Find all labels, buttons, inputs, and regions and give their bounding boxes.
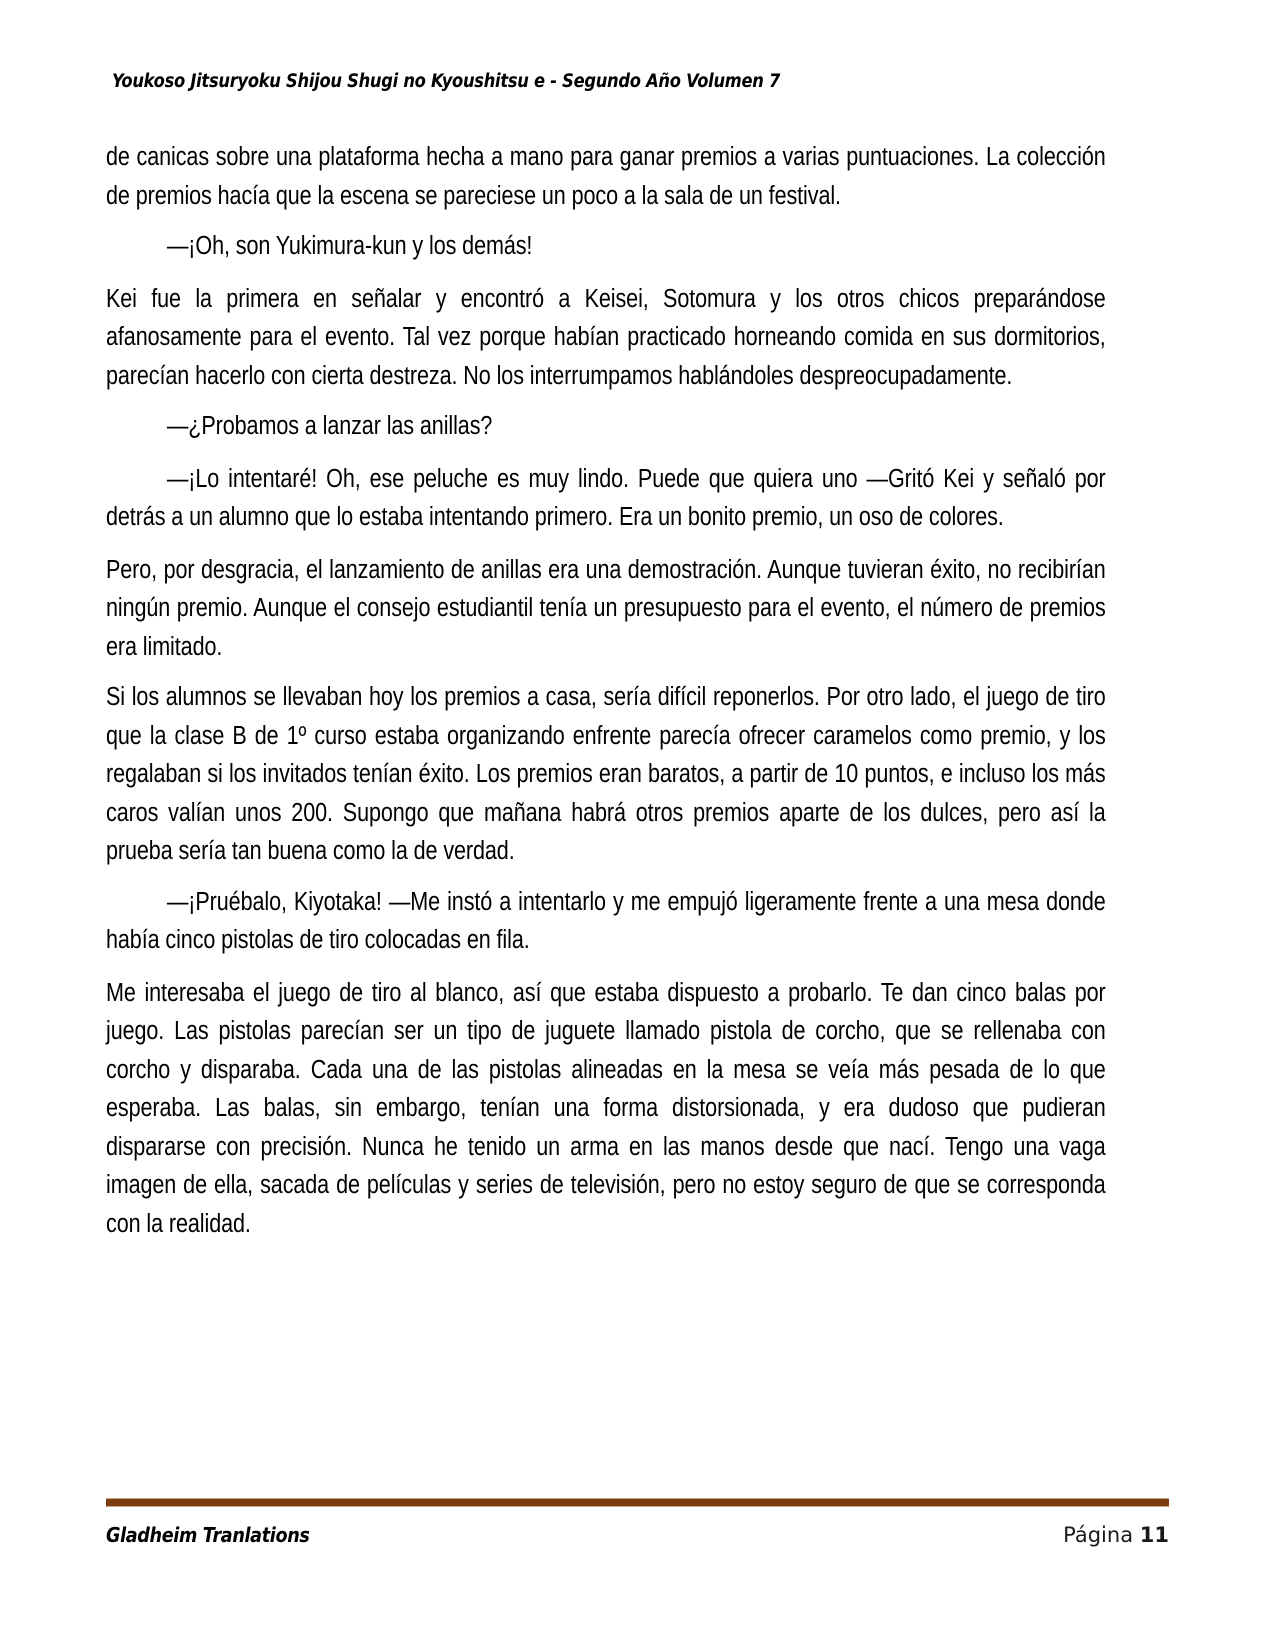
page-number-label: Página bbox=[1063, 1523, 1134, 1547]
document-body bbox=[106, 138, 1106, 1243]
page-footer bbox=[106, 1498, 1169, 1555]
paragraph: de canicas sobre una plataforma hecha a mano para ganar premios a varias puntuaciones. La colección de premios hacía que la escena se pareciese un poco a la sala de un festival. bbox=[106, 143, 1106, 210]
dialog-line: —¡Oh, son Yukimura-kun y los demás! bbox=[166, 232, 533, 260]
page-number bbox=[1063, 1521, 1169, 1549]
dialog-line: —¡Pruébalo, Kiyotaka! —Me instó a intentarlo y me empujó ligeramente frente a una mesa donde había cinco pistolas de tiro colocadas en fila. bbox=[106, 887, 1106, 954]
paragraph: Kei fue la primera en señalar y encontró a Keisei, Sotomura y los otros chicos preparándose afanosamente para el evento. Tal vez porque habían practicado horneando comida en sus dormitorios, parecían hacerlo con cierta destreza. No los interrumpamos hablándoles despreocupadamente. bbox=[106, 284, 1106, 390]
header-title: Youkoso Jitsuryoku Shijou Shugi no Kyoushitsu e - Segundo Año Volumen 7 bbox=[112, 71, 781, 92]
dialog-line: —¿Probamos a lanzar las anillas? bbox=[166, 412, 493, 440]
paragraph: Si los alumnos se llevaban hoy los premios a casa, sería difícil reponerlos. Por otro lado, el juego de tiro que la clase B de 1º curso estaba organizando enfrente parecía ofrecer caramelos como premio, y los regalaban si los invitados tenían éxito. Los premios eran baratos, a partir de 10 puntos, e incluso los más caros valían unos 200. Supongo que mañana habrá otros premios aparte de los dulces, pero así la prueba sería tan buena como la de verdad. bbox=[106, 683, 1106, 865]
paragraph: Pero, por desgracia, el lanzamiento de anillas era una demostración. Aunque tuvieran éxito, no recibirían ningún premio. Aunque el consejo estudiantil tenía un presupuesto para el evento, el número de premios era limitado. bbox=[106, 555, 1106, 661]
page-number-value: 11 bbox=[1139, 1523, 1169, 1547]
paragraph: Me interesaba el juego de tiro al blanco, así que estaba dispuesto a probarlo. Te dan cinco balas por juego. Las pistolas parecían ser un tipo de juguete llamado pistola de corcho, que se rellenaba con corcho y disparaba. Cada una de las pistolas alineadas en la mesa se veía más pesada de lo que esperaba. Las balas, sin embargo, tenían una forma distorsionada, y era dudoso que pudieran dispararse con precisión. Nunca he tenido un arma en las manos desde que nací. Tengo una vaga imagen de ella, sacada de películas y series de televisión, pero no estoy seguro de que se corresponda con la realidad. bbox=[106, 978, 1106, 1238]
footer-divider bbox=[106, 1498, 1169, 1507]
page-header bbox=[112, 70, 1162, 100]
footer-brand: Gladheim Tranlations bbox=[106, 1523, 310, 1547]
footer-divider-fill bbox=[106, 1499, 1169, 1506]
footer-row bbox=[106, 1521, 1169, 1555]
dialog-line: —¡Lo intentaré! Oh, ese peluche es muy lindo. Puede que quiera uno —Gritó Kei y señaló por detrás a un alumno que lo estaba intentando primero. Era un bonito premio, un oso de colores. bbox=[106, 464, 1106, 531]
